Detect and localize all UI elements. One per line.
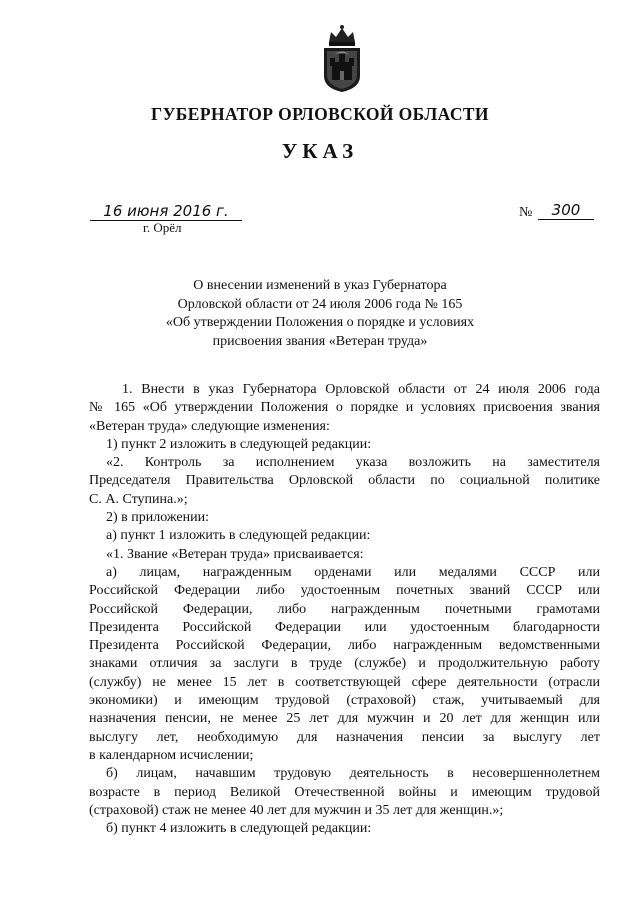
- paragraph-line: б) пункт 4 изложить в следующей редакции:: [106, 821, 372, 837]
- subject-line: присвоения звания «Ветеран труда»: [212, 333, 428, 349]
- paragraph-line: экономики) и имеющим трудовой (страховой) стаж, учитываемый для: [89, 693, 600, 709]
- paragraph-line: «1. Звание «Ветеран труда» присваивается:: [106, 546, 364, 562]
- paragraph-line: 1. Внести в указ Губернатора Орловской области от 24 июля 2006 года: [122, 382, 600, 397]
- paragraph-line: (страховой) стаж не менее 40 лет для мужчин и 35 лет для женщин.»;: [89, 802, 504, 818]
- decree-date: 16 июня 2016 г.: [90, 202, 242, 221]
- paragraph-line: С. А. Ступина.»;: [89, 491, 188, 507]
- paragraph-line: 2) в приложении:: [106, 510, 209, 526]
- paragraph-line: а) лицам, награжденным орденами или медалями СССР или: [106, 564, 600, 580]
- issuer-heading: ГУБЕРНАТОР ОРЛОВСКОЙ ОБЛАСТИ: [151, 104, 489, 124]
- subject-line: Орловской области от 24 июля 2006 года № 165: [177, 296, 463, 312]
- decree-body: [89, 381, 600, 838]
- paragraph-line: знаками отличия за заслуги в труде (службе) и продолжительную работу: [89, 656, 600, 672]
- document-type-heading: УКАЗ: [281, 139, 359, 163]
- paragraph-line: Президента Российской Федерации или удостоенным благодарности: [89, 619, 600, 635]
- paragraph-line: «Ветеран труда» следующие изменения:: [89, 418, 330, 434]
- paragraph-line: в календарном исчислении;: [89, 747, 254, 763]
- decree-subject: [0, 277, 640, 351]
- paragraph-line: Российской Федерации либо удостоенным почетных званий СССР или: [89, 583, 600, 599]
- paragraph-line: № 165 «Об утверждении Положения о порядке и условиях присвоения звания: [89, 400, 600, 416]
- coat-of-arms-icon: [317, 24, 367, 94]
- paragraph-line: (службу) не менее 15 лет в соответствующей сфере деятельности (отрасли: [89, 674, 600, 690]
- paragraph-line: б) лицам, начавшим трудовую деятельность в несовершеннолетнем: [106, 766, 600, 782]
- paragraph-line: назначения пенсии, не менее 25 лет для мужчин и 20 лет для женщин или: [89, 711, 600, 727]
- subject-line: О внесении изменений в указ Губернатора: [193, 278, 447, 293]
- decree-city: г. Орёл: [143, 220, 182, 235]
- paragraph-line: а) пункт 1 изложить в следующей редакции:: [106, 528, 371, 544]
- subject-line: «Об утверждении Положения о порядке и условиях: [165, 315, 475, 330]
- decree-number: 300: [538, 201, 594, 220]
- paragraph-line: возрасте в период Великой Отечественной войны и имеющим трудовой: [89, 784, 600, 800]
- paragraph-line: 1) пункт 2 изложить в следующей редакции:: [106, 436, 372, 452]
- paragraph-line: Президента Российской Федерации, либо награжденным ведомственными: [89, 638, 600, 654]
- decree-number-label: №: [519, 205, 533, 220]
- paragraph-line: «2. Контроль за исполнением указа возложить на заместителя: [106, 455, 600, 471]
- paragraph-line: выслугу лет, необходимую для назначения пенсии за выслугу лет: [89, 729, 600, 745]
- paragraph-line: Российской Федерации, либо награжденным почетными грамотами: [89, 601, 600, 617]
- paragraph-line: Председателя Правительства Орловской области по социальной политике: [89, 473, 600, 489]
